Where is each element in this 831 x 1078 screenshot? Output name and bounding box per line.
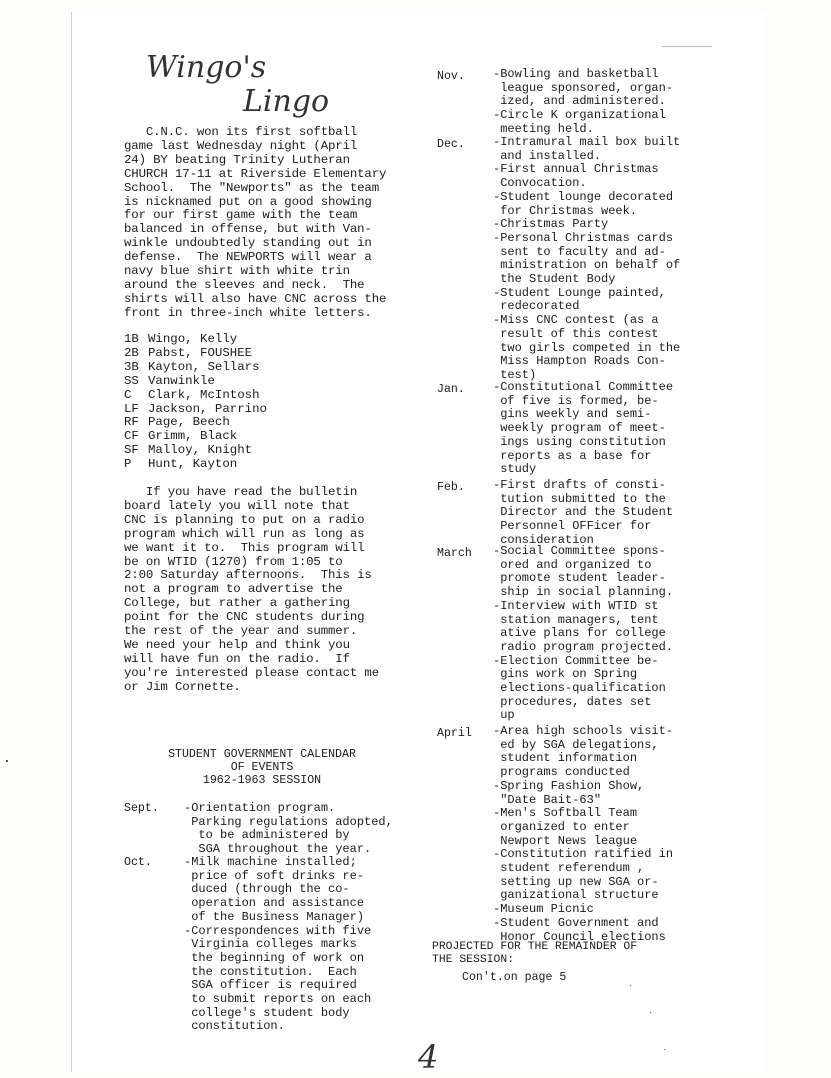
softball-article: C.N.C. won its first softball game last Wednesday night (April 24) BY beating Trinity Lutheran CHURCH 17-11 at Riverside Elementary School. The "Newports" as the team is nicknamed put on a good showing for our first game with the team balanced in offense, but with Van- winkle undoubtedly standing out in defense. The NEWPORTS will wear a navy blue shirt with white trin around the sleeves and neck. The shirts will also have CNC across the front in three-inch white letters. [124, 125, 387, 320]
roster-row [124, 416, 267, 430]
event-line: up [493, 708, 515, 723]
roster-position: CF [124, 429, 139, 444]
event-line: tution submitted to the [493, 491, 666, 506]
roster-row [124, 361, 267, 375]
roster-position: C [124, 387, 132, 402]
event-line: Convocation. [493, 176, 587, 191]
event-line: reports as a base for [493, 448, 652, 463]
event-line: -Student Lounge painted, [493, 285, 666, 300]
roster-position: SS [124, 373, 139, 388]
event-line: elections-qualification [493, 681, 666, 696]
calendar-title [150, 748, 374, 787]
column-title-line-1: Wingo's [146, 50, 267, 85]
event-line: Virginia colleges marks [184, 937, 357, 952]
event-line: -Social Committee spons- [493, 544, 666, 558]
event-line: -First annual Christmas [493, 162, 659, 177]
event-line: gins weekly and semi- [493, 407, 652, 422]
roster-players: Wingo, Kelly [148, 332, 238, 346]
roster-row [124, 347, 267, 361]
event-line: and installed. [493, 148, 602, 163]
event-line: -Election Committee be- [493, 653, 659, 668]
roster-players: Jackson, Parrino [148, 401, 267, 416]
event-line: ministration on behalf of [493, 258, 681, 273]
event-line: -Spring Fashion Show, [493, 778, 645, 793]
event-line: Director and the Student [493, 505, 674, 520]
event-line: result of this contest [493, 326, 659, 341]
month-label-march: March [437, 547, 472, 560]
event-line: the Student Body [493, 272, 616, 287]
scan-speck [664, 1049, 665, 1050]
event-line: study [493, 462, 537, 477]
event-line: student referendum , [493, 861, 645, 876]
event-line: -Student lounge decorated [493, 189, 674, 204]
event-line: the beginning of work on [184, 950, 365, 965]
event-line: -Milk machine installed; [184, 855, 357, 869]
month-label-dec: Dec. [437, 138, 465, 151]
event-line: -Interview with WTID st [493, 598, 659, 613]
scan-speck [6, 760, 8, 762]
event-line: Personnel OFFicer for [493, 519, 652, 534]
event-line: to be administered by [184, 828, 350, 843]
event-line: organized to enter [493, 819, 630, 834]
month-label-feb: Feb. [437, 481, 465, 494]
event-line: ganizational structure [493, 888, 659, 903]
month-label-nov: Nov. [437, 70, 465, 83]
team-roster [124, 333, 267, 472]
event-line: -Bowling and basketball [493, 67, 659, 81]
event-line: league sponsored, organ- [493, 80, 674, 95]
events-oct [184, 856, 371, 1034]
event-line: setting up new SGA or- [493, 874, 659, 889]
event-line: Newport News league [493, 833, 638, 848]
event-line: -Area high schools visit- [493, 724, 674, 738]
event-line: SGA throughout the year. [184, 842, 372, 857]
event-line: of the Business Manager) [184, 909, 365, 924]
roster-players: Clark, McIntosh [148, 387, 260, 402]
calendar-title-line: 1962-1963 SESSION [202, 774, 322, 787]
roster-position: 2B [124, 345, 139, 360]
calendar-title-line: OF EVENTS [230, 761, 294, 774]
radio-article: If you have read the bulletin board lately you will note that CNC is planning to put on a radio program which will run as long as we want it to. This program will be on WTID (1270) from 1:05 to 2:00 Saturday afternoons. This is not a program to advertise the College, but rather a gathering point for the CNC students during the rest of the year and summer. We need your help and think you will have fun on the radio. If you're interested please contact me or Jim Cornette. [124, 485, 379, 694]
event-line: ative plans for college [493, 626, 666, 641]
event-line: the constitution. Each [184, 964, 357, 979]
continued-note: Con't.on page 5 [462, 971, 567, 984]
event-line: ed by SGA delegations, [493, 737, 659, 752]
event-line: -Constitution ratified in [493, 847, 674, 862]
event-line: programs conducted [493, 765, 630, 780]
event-line: -Correspondences with five [184, 923, 372, 938]
event-line: -Miss CNC contest (as a [493, 313, 659, 328]
event-line: of five is formed, be- [493, 393, 659, 408]
event-line: Parking regulations adopted, [184, 814, 393, 829]
roster-row [124, 389, 267, 403]
roster-position: P [124, 457, 132, 472]
events-dec [493, 136, 680, 383]
event-line: test) [493, 367, 537, 382]
roster-players: Kayton, Sellars [148, 359, 260, 374]
column-title-line-2: Lingo [243, 84, 330, 119]
event-line: -Men's Softball Team [493, 806, 638, 821]
month-label-oct: Oct. [124, 856, 152, 869]
event-line: ings using constitution [493, 434, 666, 449]
roster-position: 3B [124, 359, 139, 374]
event-line: -First drafts of consti- [493, 478, 666, 492]
scan-speck [630, 985, 631, 986]
roster-row [124, 444, 267, 458]
month-label-jan: Jan. [437, 383, 465, 396]
event-line: -Intramural mail box built [493, 135, 681, 149]
page-number: 4 [418, 1038, 439, 1076]
event-line: to submit reports on each [184, 992, 372, 1007]
event-line: promote student leader- [493, 571, 666, 586]
month-label-april: April [437, 727, 472, 740]
event-line: -Museum Picnic [493, 902, 594, 917]
roster-row [124, 333, 267, 347]
month-label-sept: Sept. [124, 802, 159, 815]
event-line: station managers, tent [493, 612, 659, 627]
event-line: ized, and administered. [493, 94, 666, 109]
event-line: for Christmas week. [493, 203, 638, 218]
event-line: -Christmas Party [493, 217, 609, 232]
roster-row [124, 403, 267, 417]
event-line: constitution. [184, 1019, 285, 1034]
event-line: "Date Bait-63" [493, 792, 602, 807]
events-nov [493, 68, 673, 137]
event-line: operation and assistance [184, 896, 365, 911]
event-line: ored and organized to [493, 557, 652, 572]
roster-players: Page, Beech [148, 415, 230, 430]
event-line: consideration [493, 532, 594, 547]
event-line: -Personal Christmas cards [493, 230, 674, 245]
event-line: -Circle K organizational [493, 108, 666, 123]
events-sept [184, 802, 393, 857]
event-line: gins work on Spring [493, 667, 638, 682]
events-jan [493, 381, 673, 477]
roster-position: LF [124, 401, 139, 416]
events-feb [493, 479, 673, 548]
event-line: redecorated [493, 299, 580, 314]
event-line: radio program projected. [493, 639, 674, 654]
roster-position: RF [124, 415, 139, 430]
divider-line [662, 46, 712, 47]
event-line: SGA officer is required [184, 978, 357, 993]
events-march [493, 545, 673, 723]
roster-row [124, 430, 267, 444]
event-line: meeting held. [493, 121, 594, 136]
scan-speck [650, 1012, 651, 1013]
event-line: weekly program of meet- [493, 421, 666, 436]
event-line: duced (through the co- [184, 882, 350, 897]
roster-players: Hunt, Kayton [148, 457, 238, 472]
roster-row [124, 375, 267, 389]
event-line: student information [493, 751, 638, 766]
roster-players: Pabst, FOUSHEE [148, 345, 253, 360]
event-line: -Student Government and [493, 915, 659, 930]
event-line: -Constitutional Committee [493, 380, 674, 394]
roster-row [124, 458, 267, 472]
roster-position: SF [124, 443, 139, 458]
roster-players: Grimm, Black [148, 429, 238, 444]
event-line: price of soft drinks re- [184, 868, 365, 883]
event-line: college's student body [184, 1005, 350, 1020]
event-line: Honor Council elections [493, 929, 666, 944]
event-line: sent to faculty and ad- [493, 244, 666, 259]
event-line: Miss Hampton Roads Con- [493, 354, 666, 369]
event-line: ship in social planning. [493, 585, 674, 600]
event-line: two girls competed in the [493, 340, 681, 355]
calendar-title-line: STUDENT GOVERNMENT CALENDAR [168, 748, 356, 761]
events-april [493, 725, 673, 944]
event-line: procedures, dates set [493, 694, 652, 709]
projected-heading: PROJECTED FOR THE REMAINDER OF THE SESSION: [432, 941, 638, 966]
roster-players: Malloy, Knight [148, 443, 253, 458]
event-line: -Orientation program. [184, 801, 336, 815]
roster-position: 1B [124, 332, 139, 346]
roster-players: Vanwinkle [148, 373, 215, 388]
